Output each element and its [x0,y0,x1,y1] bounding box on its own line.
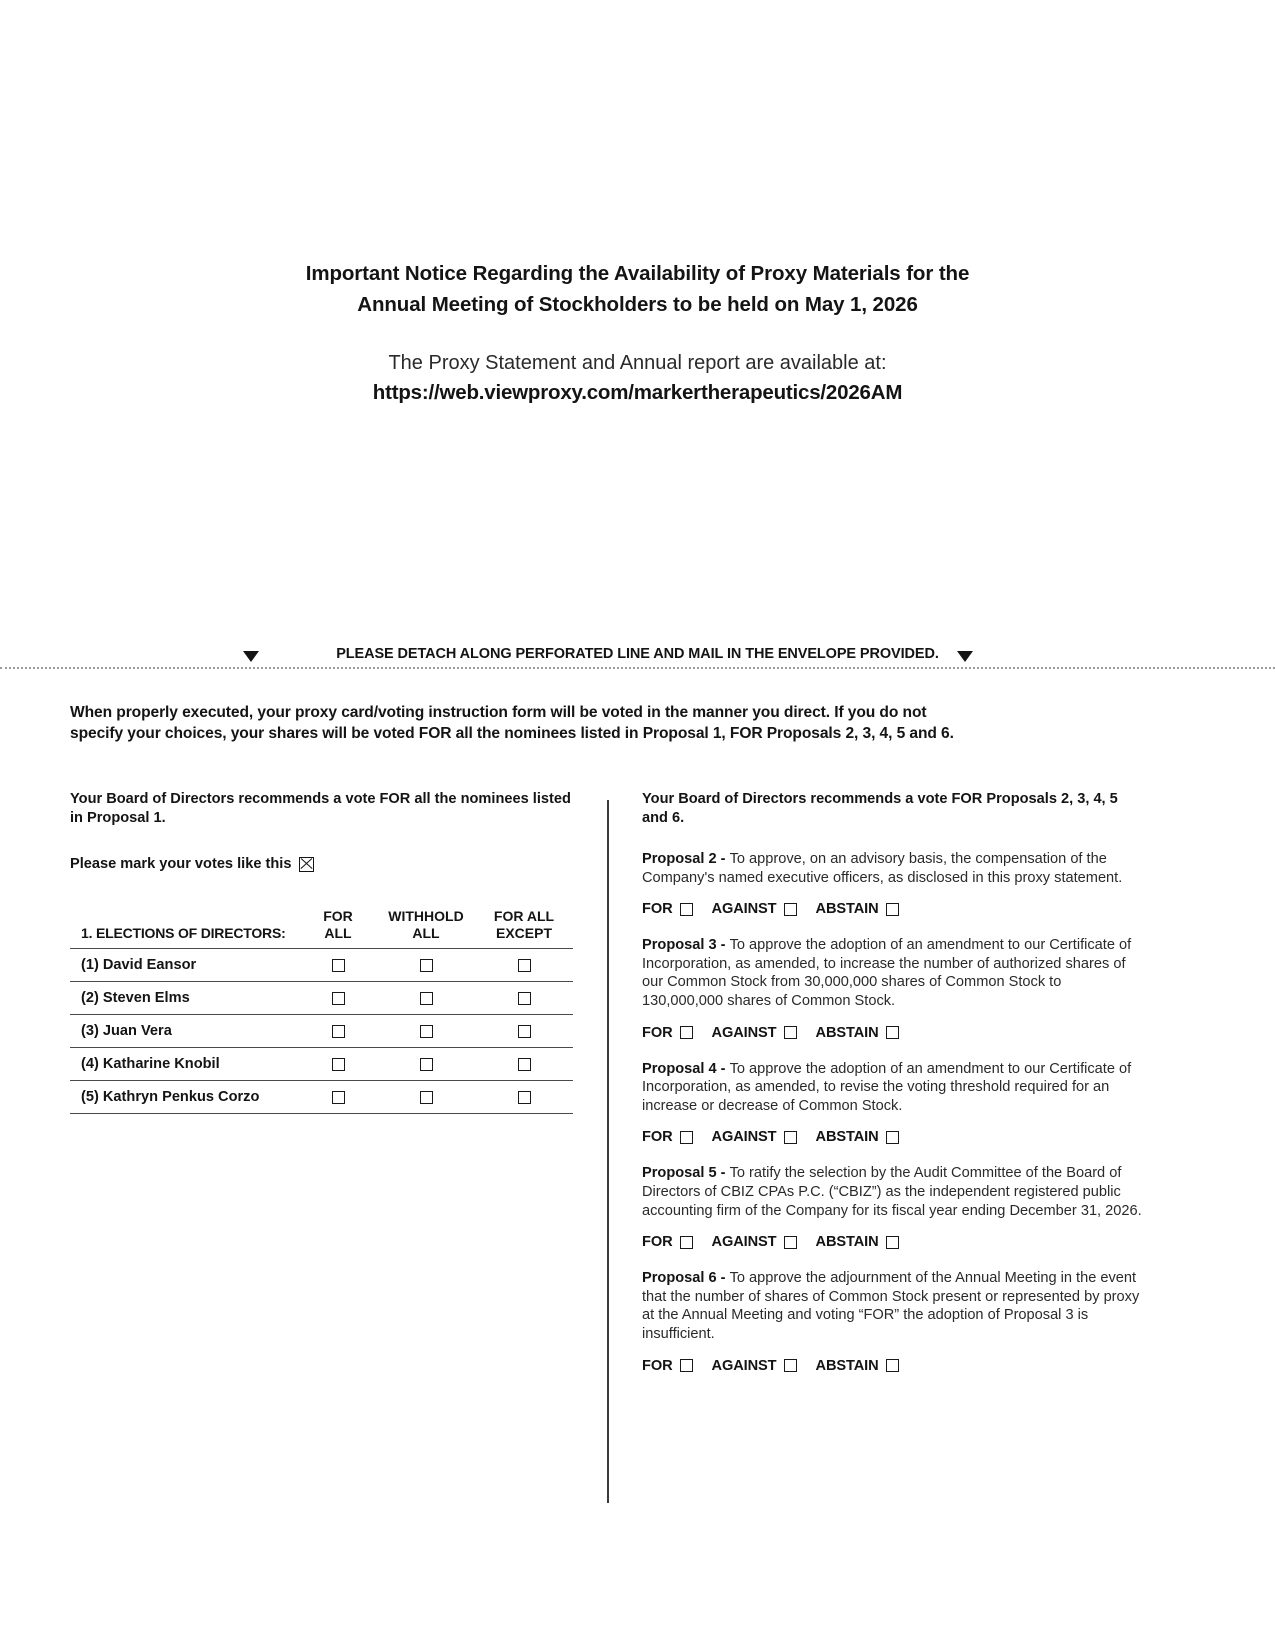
table-row [70,982,573,1015]
proposal-6-text [642,1269,1142,1343]
column-header-for-all [299,908,377,949]
vote-label-for: FOR [642,901,673,918]
checkbox-for[interactable] [680,1131,693,1144]
nominee-for-all-except-cell[interactable] [475,982,573,1015]
mark-votes-label: Please mark your votes like this [70,856,292,872]
checkbox-for[interactable] [680,1026,693,1039]
nominee-for-all-cell[interactable] [299,1015,377,1048]
board-recommendation-proposals-2-6: Your Board of Directors recommends a vote FOR Proposals 2, 3, 4, 5 and 6. [642,791,1118,826]
proposal-3-text [642,936,1142,1010]
table-row [70,1081,573,1114]
nominee-for-all-cell[interactable] [299,1048,377,1081]
nominee-withhold-all-cell[interactable] [377,1081,475,1114]
detach-instruction-row [0,646,1275,668]
proposal-6-label: Proposal 6 - [642,1270,730,1287]
checkbox-withhold-all[interactable] [420,959,433,972]
vote-label-for: FOR [642,1357,673,1374]
voting-instructions-line-2: specify your choices, your shares will be voted FOR all the nominees listed in Proposal 1, FOR Proposals 2, 3, 4, 5 and 6. [70,725,954,742]
table-header-row [70,908,573,949]
nominee-name: (4) Katharine Knobil [81,1056,220,1072]
proxy-materials-url[interactable]: https://web.viewproxy.com/markertherapeutics/2026AM [372,381,903,404]
checkbox-against[interactable] [784,1359,797,1372]
nominee-for-all-cell[interactable] [299,949,377,982]
nominee-for-all-except-cell[interactable] [475,949,573,982]
checkbox-for-all[interactable] [332,1091,345,1104]
proposal-2-text [642,850,1142,887]
ballot-columns [0,790,1275,1510]
vote-label-against: AGAINST [711,1234,777,1251]
notice-availability-text: The Proxy Statement and Annual report are available at: [388,352,887,374]
elections-of-directors-table [70,908,573,1114]
proposal-3-label: Proposal 3 - [642,937,730,954]
proposal-2-vote-options [642,901,1142,917]
checkbox-abstain[interactable] [886,1131,899,1144]
notice-title [0,258,1275,320]
table-row [70,1015,573,1048]
column-header-withhold-all [377,908,475,949]
nominee-name: (1) David Eansor [81,957,197,973]
vote-label-against: AGAINST [711,1024,777,1041]
column-header-withhold-all-line-2: ALL [412,925,440,941]
checkbox-for-all-except[interactable] [518,959,531,972]
proposal-2-label: Proposal 2 - [642,851,730,867]
marked-checkbox-example-icon [299,857,314,872]
nominee-for-all-except-cell[interactable] [475,1048,573,1081]
proposal-6-vote-options [642,1358,1142,1374]
table-row [70,949,573,982]
proposal-3-body: To approve the adoption of an amendment to our Certificate of Incorporation, as amended, to increase the number of authorized shares of our Common Stock from 30,000,000 shares of Common Stock to 130,000,000 shares of Common Stock. [642,937,1132,1009]
vote-label-for: FOR [642,1129,673,1146]
vote-label-against: AGAINST [711,1129,777,1146]
vote-label-abstain: ABSTAIN [815,1024,879,1041]
checkbox-for-all[interactable] [332,1058,345,1071]
proposal-6-body: To approve the adjournment of the Annual Meeting in the event that the number of shares of Common Stock present or represented by proxy at the Annual Meeting and voting “FOR” the adoption of Proposal 3 is insufficient. [642,1270,1140,1342]
checkbox-for-all[interactable] [332,1025,345,1038]
column-header-for-all-except [475,908,573,949]
vote-label-abstain: ABSTAIN [815,1357,879,1374]
checkbox-for[interactable] [680,903,693,916]
checkbox-for[interactable] [680,1236,693,1249]
column-header-withhold-all-line-1: WITHHOLD [388,908,464,924]
checkbox-for-all[interactable] [332,992,345,1005]
vote-label-abstain: ABSTAIN [815,901,879,918]
nominee-for-all-cell[interactable] [299,982,377,1015]
proposals-column [642,790,1142,1393]
checkbox-against[interactable] [784,1236,797,1249]
column-header-for-all-line-2: ALL [324,925,352,941]
nominee-name: (5) Kathryn Penkus Corzo [81,1089,260,1105]
column-header-for-all-except-line-1: FOR ALL [493,908,555,924]
column-header-for-all-except-line-2: EXCEPT [495,925,552,941]
checkbox-withhold-all[interactable] [420,1091,433,1104]
notice-title-line-1: Important Notice Regarding the Availability of Proxy Materials for the [305,262,970,285]
checkbox-for-all-except[interactable] [518,1058,531,1071]
proposal-4-vote-options [642,1129,1142,1145]
proposal-4-label: Proposal 4 - [642,1060,730,1077]
nominee-withhold-all-cell[interactable] [377,982,475,1015]
vote-label-abstain: ABSTAIN [815,1129,879,1146]
vote-label-against: AGAINST [711,901,777,918]
checkbox-withhold-all[interactable] [420,1058,433,1071]
proposal-5-vote-options [642,1234,1142,1250]
voting-instructions-line-1: When properly executed, your proxy card/voting instruction form will be voted in the manner you direct. If you do not [70,704,927,721]
proposal-5-body: To ratify the selection by the Audit Committee of the Board of Directors of CBIZ CPAs P.C. (“CBIZ”) as the independent registered public accounting firm of the Company for its fiscal year ending December 31, 2026. [642,1165,1142,1219]
proxy-materials-notice [0,258,1275,408]
voting-instructions-paragraph [70,702,1150,744]
checkbox-against[interactable] [784,903,797,916]
vote-label-against: AGAINST [711,1357,777,1374]
nominee-withhold-all-cell[interactable] [377,1048,475,1081]
checkbox-abstain[interactable] [886,903,899,916]
proposal-2-body: To approve, on an advisory basis, the compensation of the Company's named executive officers, as disclosed in this proxy statement. [642,851,1123,886]
nominee-for-all-cell[interactable] [299,1081,377,1114]
mark-votes-instruction [70,856,580,872]
detach-instruction-text: PLEASE DETACH ALONG PERFORATED LINE AND MAIL IN THE ENVELOPE PROVIDED. [336,646,939,662]
column-divider [607,800,609,1503]
checkbox-abstain[interactable] [886,1026,899,1039]
checkbox-against[interactable] [784,1026,797,1039]
notice-title-line-2: Annual Meeting of Stockholders to be held on May 1, 2026 [357,293,918,316]
proposal-4-text [642,1060,1142,1116]
nominee-withhold-all-cell[interactable] [377,1015,475,1048]
nominee-for-all-except-cell[interactable] [475,1015,573,1048]
directors-column [70,790,580,1114]
checkbox-withhold-all[interactable] [420,1025,433,1038]
proposal-5-text [642,1164,1142,1220]
checkbox-against[interactable] [784,1131,797,1144]
checkbox-for-all-except[interactable] [518,1025,531,1038]
elections-of-directors-title: 1. ELECTIONS OF DIRECTORS: [81,925,286,941]
checkbox-for[interactable] [680,1359,693,1372]
table-row [70,1048,573,1081]
proposal-3-vote-options [642,1025,1142,1041]
checkbox-abstain[interactable] [886,1359,899,1372]
vote-label-abstain: ABSTAIN [815,1234,879,1251]
column-header-for-all-line-1: FOR [323,908,353,924]
checkbox-withhold-all[interactable] [420,992,433,1005]
nominee-name: (2) Steven Elms [81,990,190,1006]
nominee-withhold-all-cell[interactable] [377,949,475,982]
checkbox-for-all-except[interactable] [518,1091,531,1104]
checkbox-for-all-except[interactable] [518,992,531,1005]
checkbox-for-all[interactable] [332,959,345,972]
proposal-5-label: Proposal 5 - [642,1165,730,1182]
vote-label-for: FOR [642,1234,673,1251]
proposal-4-body: To approve the adoption of an amendment to our Certificate of Incorporation, as amended, to revise the voting threshold required for an increase or decrease of Common Stock. [642,1060,1132,1114]
vote-label-for: FOR [642,1024,673,1041]
detach-triangle-right-icon [957,651,973,662]
perforated-line [0,667,1275,669]
board-recommendation-proposal-1: Your Board of Directors recommends a vote FOR all the nominees listed in Proposal 1. [70,791,571,826]
checkbox-abstain[interactable] [886,1236,899,1249]
nominee-name: (3) Juan Vera [81,1023,172,1039]
nominee-for-all-except-cell[interactable] [475,1081,573,1114]
